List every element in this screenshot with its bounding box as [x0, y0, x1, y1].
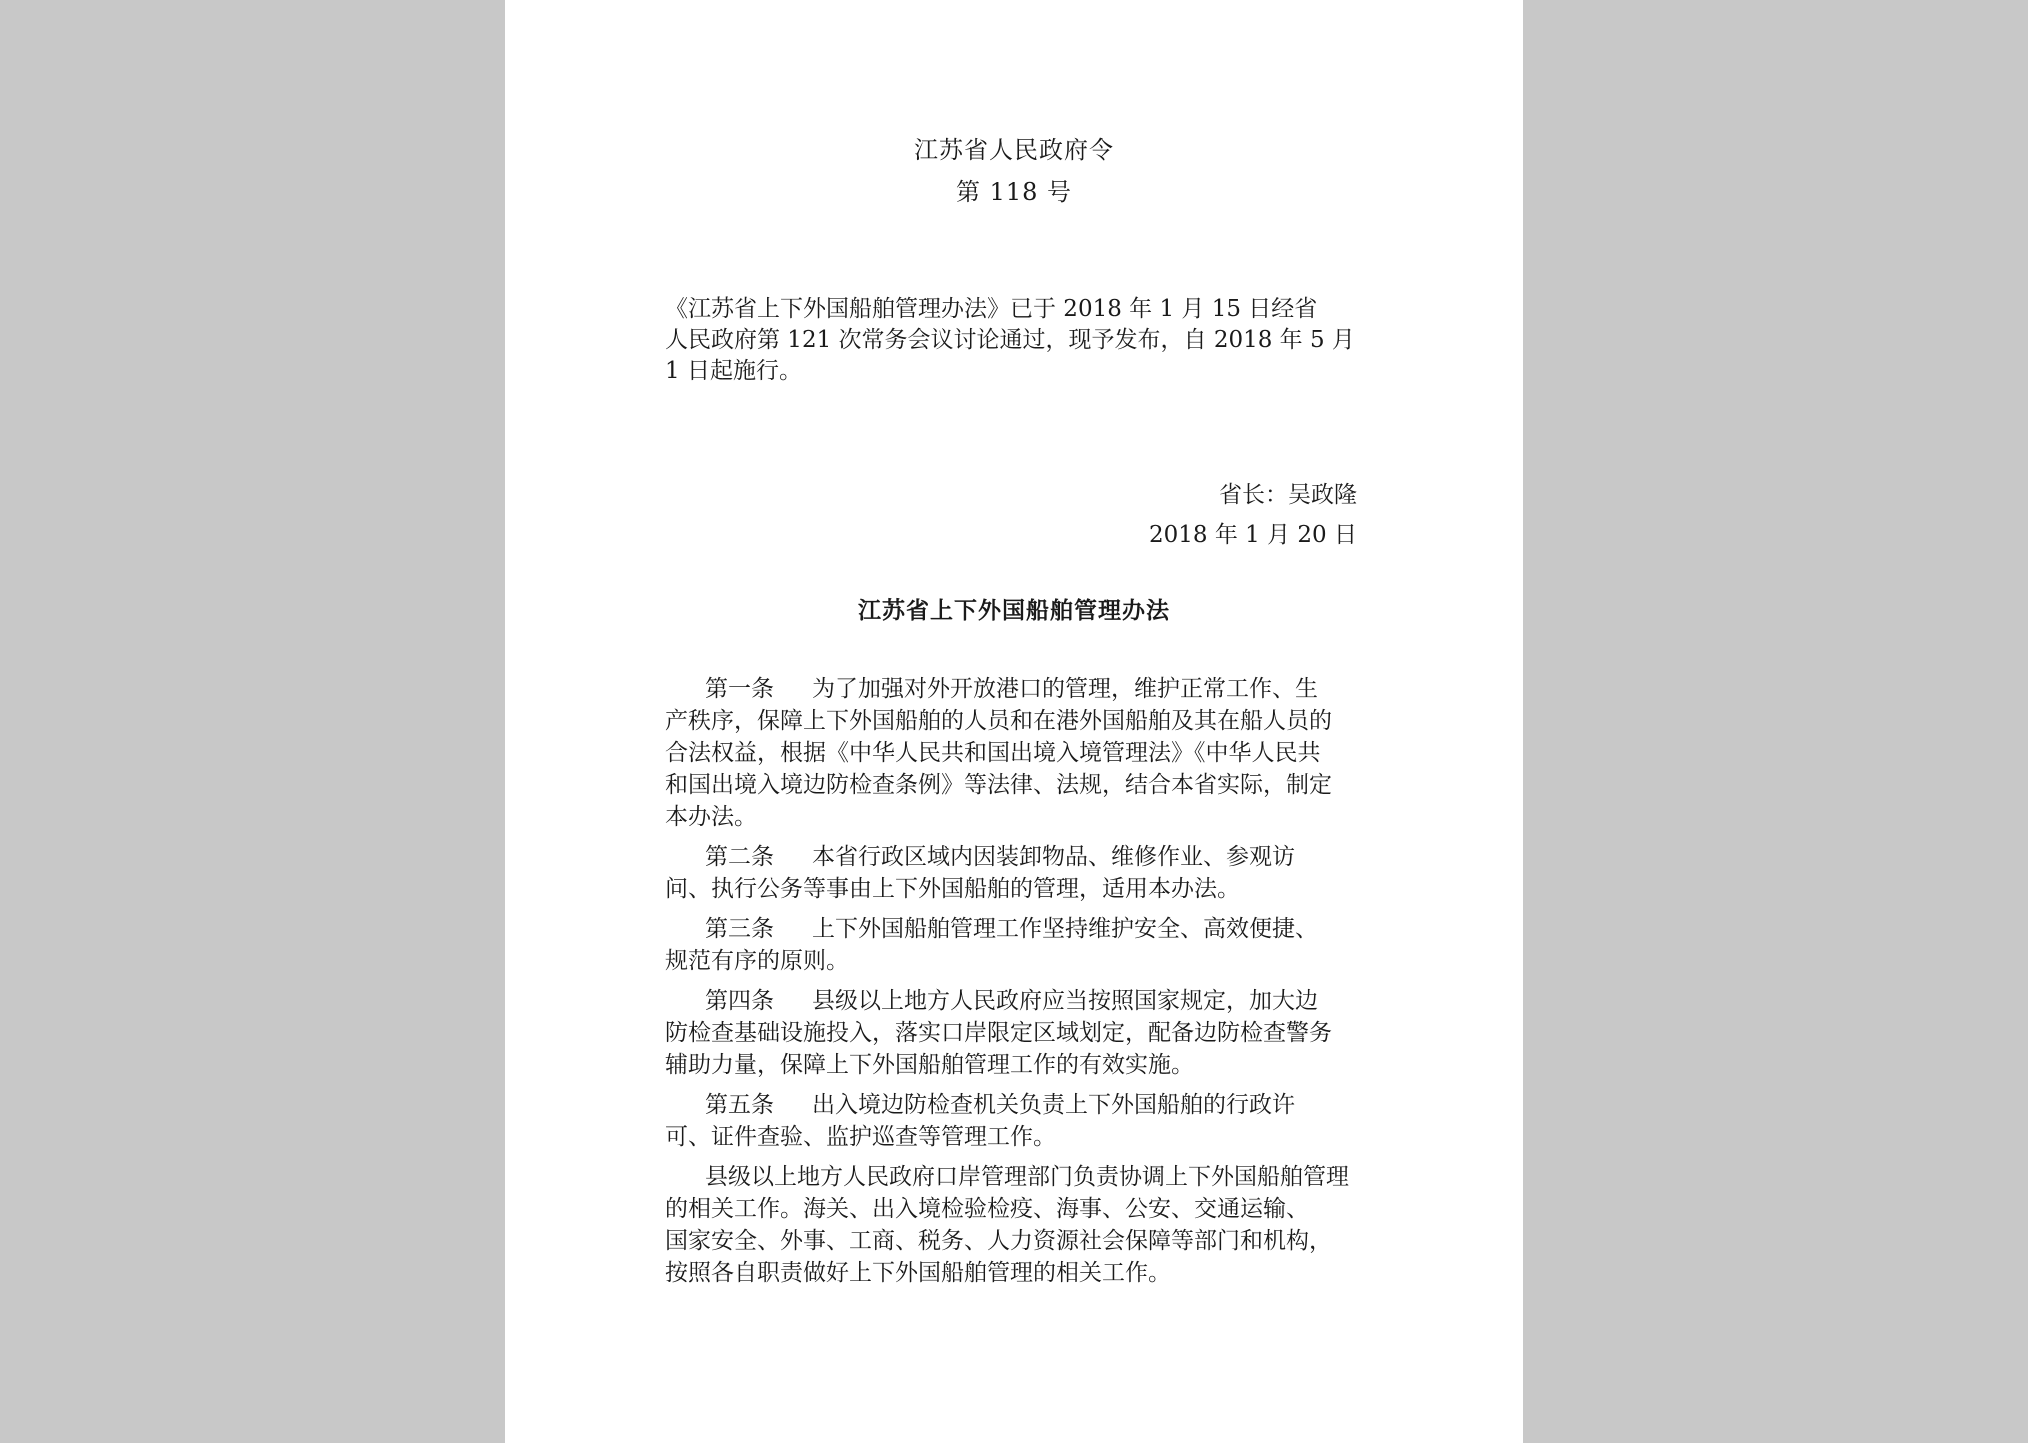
closing-paragraph-line-4: 按照各自职责做好上下外国船舶管理的相关工作。 — [665, 1260, 1171, 1286]
article-2-line-2: 问、执行公务等事由上下外国船舶的管理，适用本办法。 — [665, 876, 1240, 902]
document-page — [505, 0, 1523, 1443]
article-5-line-2: 可、证件查验、监护巡查等管理工作。 — [665, 1124, 1056, 1150]
closing-paragraph-line-3: 国家安全、外事、工商、税务、人力资源社会保障等部门和机构， — [665, 1228, 1332, 1254]
article-1-label: 第一条 — [705, 676, 774, 702]
order-number: 第 118 号 — [955, 178, 1073, 206]
article-2-text: 本省行政区域内因装卸物品、维修作业、参观访 — [812, 844, 1295, 870]
article-2-label: 第二条 — [705, 844, 774, 870]
article-1-line-3: 合法权益，根据《中华人民共和国出境入境管理法》《中华人民共 — [665, 740, 1321, 766]
article-5-first-line — [705, 1090, 1295, 1120]
article-2-first-line — [705, 842, 1295, 872]
article-3-text: 上下外国船舶管理工作坚持维护安全、高效便捷、 — [812, 916, 1318, 942]
article-1-text: 为了加强对外开放港口的管理，维护正常工作、生 — [812, 676, 1318, 702]
governor-signature: 省长：吴政隆 — [1219, 482, 1357, 508]
article-3-label: 第三条 — [705, 916, 774, 942]
article-5-text: 出入境边防检查机关负责上下外国船舶的行政许 — [812, 1092, 1295, 1118]
article-4-line-2: 防检查基础设施投入，落实口岸限定区域划定，配备边防检查警务 — [665, 1020, 1332, 1046]
article-4-first-line — [705, 986, 1318, 1016]
article-1-line-5: 本办法。 — [665, 804, 757, 830]
document-title: 江苏省上下外国船舶管理办法 — [858, 597, 1170, 624]
article-4-text: 县级以上地方人民政府应当按照国家规定，加大边 — [812, 988, 1318, 1014]
article-1-line-4: 和国出境入境边防检查条例》等法律、法规，结合本省实际，制定 — [665, 772, 1332, 798]
signature-date: 2018 年 1 月 20 日 — [1149, 522, 1357, 548]
article-1-first-line — [705, 674, 1318, 704]
article-4-label: 第四条 — [705, 988, 774, 1014]
closing-paragraph-line-2: 的相关工作。海关、出入境检验检疫、海事、公安、交通运输、 — [665, 1196, 1309, 1222]
promulgation-line-1: 《江苏省上下外国船舶管理办法》已于 2018 年 1 月 15 日经省 — [665, 296, 1318, 322]
article-1-line-2: 产秩序，保障上下外国船舶的人员和在港外国船舶及其在船人员的 — [665, 708, 1332, 734]
promulgation-line-3: 1 日起施行。 — [665, 358, 802, 384]
article-3-line-2: 规范有序的原则。 — [665, 948, 849, 974]
closing-paragraph-first-line: 县级以上地方人民政府口岸管理部门负责协调上下外国船舶管理 — [705, 1164, 1349, 1190]
promulgation-line-2: 人民政府第 121 次常务会议讨论通过，现予发布，自 2018 年 5 月 — [665, 327, 1355, 353]
article-3-first-line — [705, 914, 1318, 944]
order-title: 江苏省人民政府令 — [914, 136, 1114, 164]
article-5-label: 第五条 — [705, 1092, 774, 1118]
article-4-line-3: 辅助力量，保障上下外国船舶管理工作的有效实施。 — [665, 1052, 1194, 1078]
